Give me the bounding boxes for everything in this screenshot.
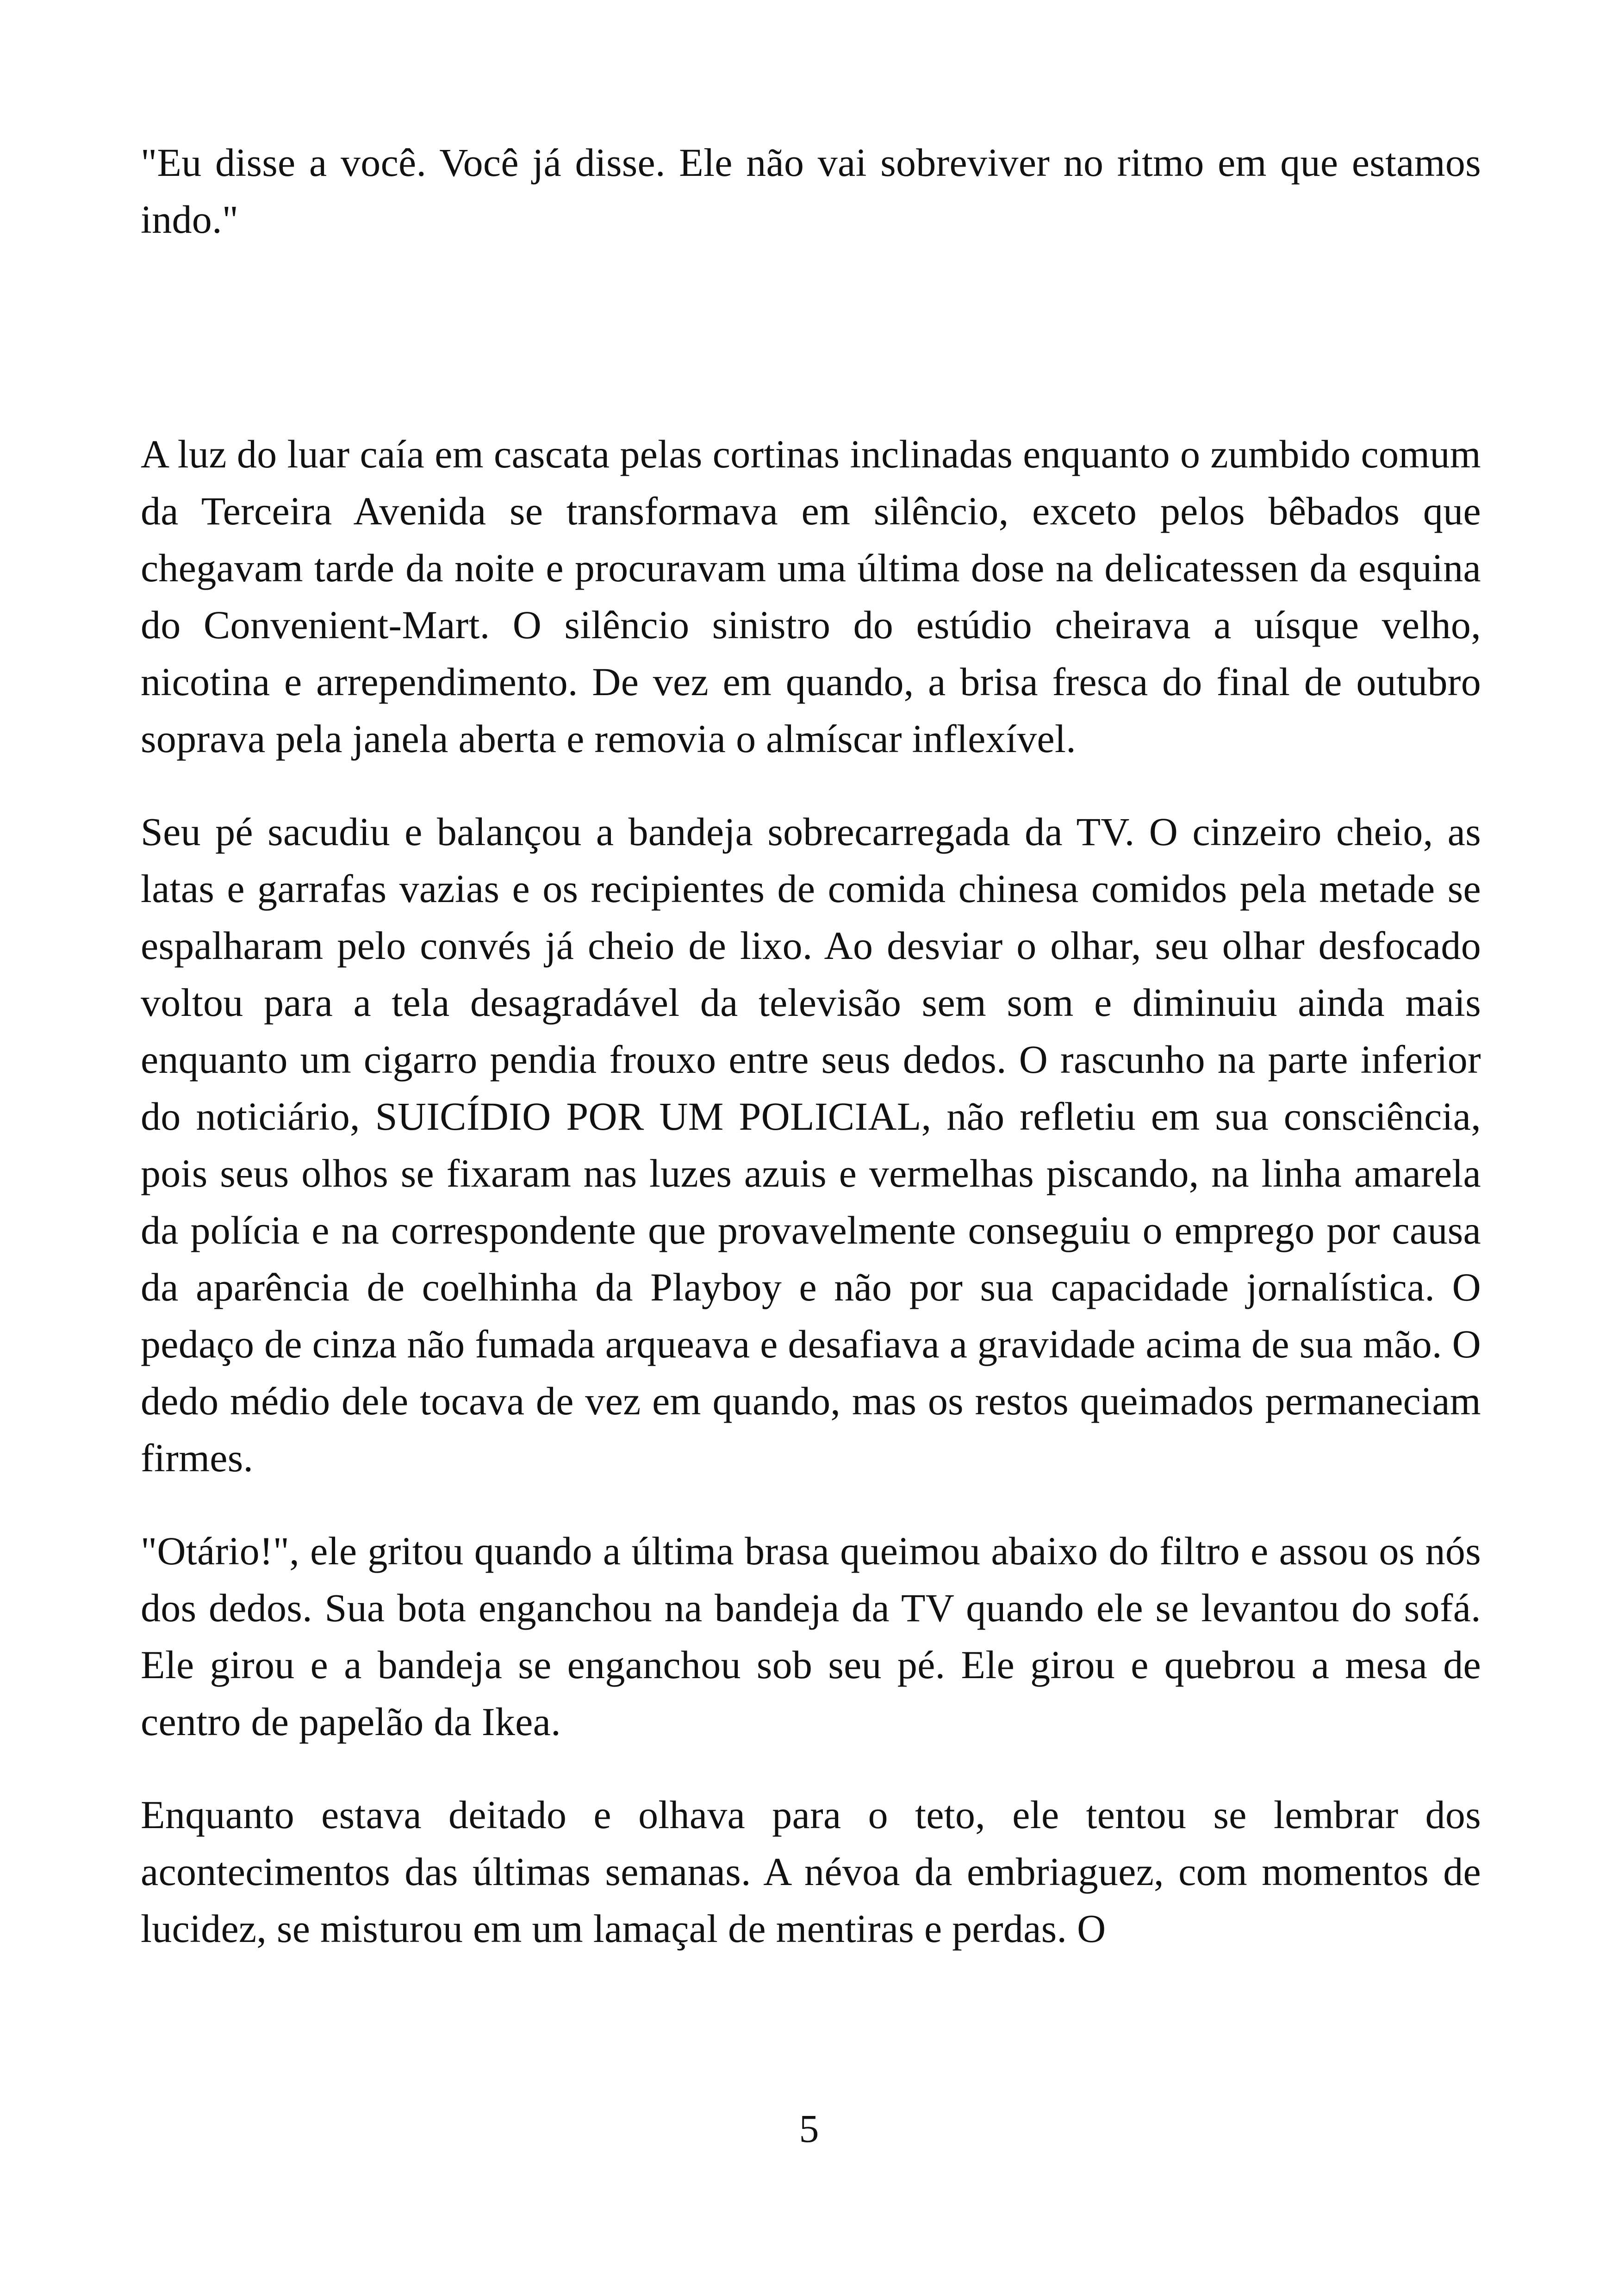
paragraph-moonlight: A luz do luar caía em cascata pelas cortinas inclinadas enquanto o zumbido comum da Terceira Avenida se transformava em silêncio, exceto pelos bêbados que chegavam tarde da noite e procuravam uma última dose na delicatessen da esquina do Convenient-Mart. O silêncio sinistro do estúdio cheirava a uísque velho, nicotina e arrependimento. De vez em quando, a brisa fresca do final de outubro soprava pela janela aberta e removia o almíscar inflexível. xyxy=(141,432,1481,761)
paragraph-dialogue: "Eu disse a você. Você já disse. Ele não vai sobreviver no ritmo em que estamos indo." xyxy=(141,140,1481,242)
paragraph-otario: "Otário!", ele gritou quando a última brasa queimou abaixo do filtro e assou os nós dos dedos. Sua bota enganchou na bandeja da TV quando ele se levantou do sofá. Ele girou e a bandeja se enganchou sob seu pé. Ele girou e quebrou a mesa de centro de papelão da Ikea. xyxy=(141,1529,1481,1744)
paragraph-ceiling: Enquanto estava deitado e olhava para o teto, ele tentou se lembrar dos acontecimentos das últimas semanas. A névoa da embriaguez, com momentos de lucidez, se misturou em um lamaçal de mentiras e perdas. O xyxy=(141,1792,1481,1951)
body-text xyxy=(141,134,1481,1957)
page-number: 5 xyxy=(799,2106,819,2151)
paragraph-tv-tray: Seu pé sacudiu e balançou a bandeja sobrecarregada da TV. O cinzeiro cheio, as latas e garrafas vazias e os recipientes de comida chinesa comidos pela metade se espalharam pelo convés já cheio de lixo. Ao desviar o olhar, seu olhar desfocado voltou para a tela desagradável da televisão sem som e diminuiu ainda mais enquanto um cigarro pendia frouxo entre seus dedos. O rascunho na parte inferior do noticiário, SUICÍDIO POR UM POLICIAL, não refletiu em sua consciência, pois seus olhos se fixaram nas luzes azuis e vermelhas piscando, na linha amarela da polícia e na correspondente que provavelmente conseguiu o emprego por causa da aparência de coelhinha da Playboy e não por sua capacidade jornalística. O pedaço de cinza não fumada arqueava e desafiava a gravidade acima de sua mão. O dedo médio dele tocava de vez em quando, mas os restos queimados permaneciam firmes. xyxy=(141,809,1481,1480)
